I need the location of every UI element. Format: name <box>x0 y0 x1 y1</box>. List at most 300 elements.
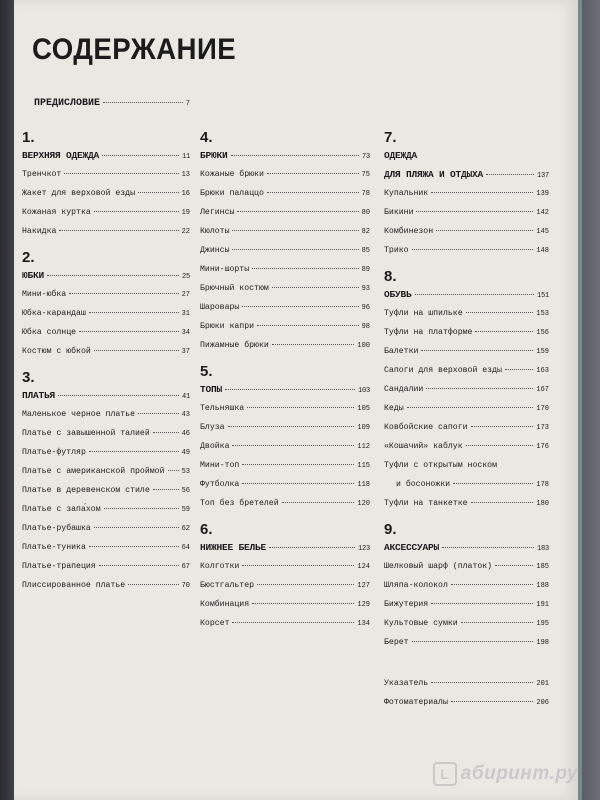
toc-entry[interactable] <box>22 165 190 184</box>
section-heading[interactable] <box>384 285 549 304</box>
entry-page: 176 <box>536 443 549 451</box>
entry-title: Мини-юбка <box>22 290 67 299</box>
entry-title: Брюки капри <box>200 322 255 331</box>
entry-title: ЮБКИ <box>22 270 45 281</box>
entry-title: Костюм с юбкой <box>22 347 91 356</box>
toc-entry[interactable] <box>384 418 549 437</box>
entry-title: Колготки <box>200 562 240 571</box>
leader-dots <box>416 211 533 212</box>
entry-title: Ковбойские сапоги <box>384 423 468 432</box>
toc-entry[interactable] <box>200 418 370 437</box>
leader-dots <box>486 174 534 175</box>
leader-dots <box>453 483 533 484</box>
leader-dots <box>282 502 355 503</box>
leader-dots <box>431 192 533 193</box>
leader-dots <box>412 249 534 250</box>
entry-title: Фотоматериалы <box>384 698 448 707</box>
entry-page: 127 <box>357 582 370 590</box>
entry-page: 129 <box>357 601 370 609</box>
toc-entry[interactable] <box>384 399 549 418</box>
section-number: 4. <box>200 129 213 146</box>
leader-dots <box>64 173 178 174</box>
entry-title: Корсет <box>200 619 230 628</box>
entry-page: 59 <box>181 506 190 514</box>
toc-entry[interactable] <box>384 222 549 241</box>
leader-dots <box>228 426 355 427</box>
toc-entry[interactable] <box>200 336 370 355</box>
entry-title: Тренчкот <box>22 170 62 179</box>
entry-page: 80 <box>361 209 370 217</box>
entry-title: Платье-футляр <box>22 448 86 457</box>
entry-page: 11 <box>181 153 190 161</box>
entry-page: 105 <box>357 405 370 413</box>
entry-page: 25 <box>181 273 190 281</box>
leader-dots <box>412 641 534 642</box>
toc-entry[interactable] <box>384 614 549 633</box>
section-number: 8. <box>384 268 397 285</box>
leader-dots <box>69 293 178 294</box>
entry-page: 13 <box>181 171 190 179</box>
entry-page: 170 <box>536 405 549 413</box>
entry-title: Берет <box>384 638 409 647</box>
leader-dots <box>232 230 358 231</box>
toc-entry[interactable] <box>22 203 190 222</box>
leader-dots <box>471 502 534 503</box>
entry-title: Платье-рубашка <box>22 524 91 533</box>
leader-dots <box>466 312 534 313</box>
entry-page: 139 <box>536 190 549 198</box>
toc-entry[interactable] <box>22 184 190 203</box>
toc-entry[interactable] <box>22 500 190 519</box>
entry-page: 93 <box>361 285 370 293</box>
toc-entry[interactable] <box>22 538 190 557</box>
entry-title: Блуза <box>200 423 225 432</box>
section-heading[interactable] <box>200 380 370 399</box>
entry-page: 70 <box>181 582 190 590</box>
toc-section <box>384 129 549 260</box>
entry-title: Туфли на платформе <box>384 328 473 337</box>
section-number: 9. <box>384 521 397 538</box>
leader-dots <box>47 275 179 276</box>
leader-dots <box>471 426 534 427</box>
entry-title: Купальник <box>384 189 429 198</box>
section-number: 6. <box>200 521 213 538</box>
entry-page: 67 <box>181 563 190 571</box>
leader-dots <box>442 547 534 548</box>
entry-title: Юбка солнце <box>22 328 77 337</box>
entry-title: Платье с завышенной талией <box>22 429 150 438</box>
toc-entry[interactable] <box>200 576 370 595</box>
watermark-text: абиринт.ру <box>460 763 578 784</box>
section-heading[interactable] <box>384 538 549 557</box>
toc-entry[interactable] <box>200 475 370 494</box>
entry-title: ОБУВЬ <box>384 289 412 300</box>
entry-page: 134 <box>357 620 370 628</box>
toc-section <box>384 268 549 513</box>
entry-page: 37 <box>181 348 190 356</box>
toc-entry[interactable] <box>22 323 190 342</box>
entry-title: ПЛАТЬЯ <box>22 390 56 401</box>
entry-page: 156 <box>536 329 549 337</box>
entry-page: 22 <box>181 228 190 236</box>
entry-page: 49 <box>181 449 190 457</box>
toc-column-3 <box>384 127 549 712</box>
entry-title: Мини-шорты <box>200 265 250 274</box>
page-title: СОДЕРЖАНИЕ <box>32 33 237 66</box>
toc-entry[interactable] <box>200 165 370 184</box>
leader-dots <box>267 192 359 193</box>
entry-title: Шляпа-колокол <box>384 581 448 590</box>
toc-entry[interactable] <box>384 342 549 361</box>
entry-page: 56 <box>181 487 190 495</box>
entry-page: 151 <box>536 292 549 300</box>
entry-title: ТОПЫ <box>200 384 223 395</box>
leader-dots <box>257 584 354 585</box>
leader-dots <box>89 546 179 547</box>
leader-dots <box>58 395 179 396</box>
entry-title: Плиссированное платье <box>22 581 126 590</box>
leader-dots <box>242 483 354 484</box>
entry-title: Указатель <box>384 679 429 688</box>
entry-page: 142 <box>536 209 549 217</box>
entry-title: Платье в деревенском стиле <box>22 486 150 495</box>
toc-entry[interactable] <box>200 399 370 418</box>
toc-entry[interactable] <box>384 361 549 380</box>
toc-entry[interactable] <box>200 222 370 241</box>
entry-page: 89 <box>361 266 370 274</box>
entry-title: Брючный костюм <box>200 284 269 293</box>
entry-page: 188 <box>536 582 549 590</box>
entry-page: 198 <box>536 639 549 647</box>
preface-page: 7 <box>185 100 190 108</box>
entry-page: 148 <box>536 247 549 255</box>
toc-entry[interactable] <box>384 557 549 576</box>
entry-title: Кожаная куртка <box>22 208 91 217</box>
entry-title: Пижамные брюки <box>200 341 269 350</box>
leader-dots <box>475 331 533 332</box>
toc-section <box>22 129 190 241</box>
leader-dots <box>505 369 533 370</box>
toc-entry[interactable] <box>22 285 190 304</box>
leader-dots <box>269 547 355 548</box>
toc-entry[interactable] <box>200 241 370 260</box>
labirint-logo-icon: L <box>433 762 457 786</box>
toc-entry[interactable] <box>200 456 370 475</box>
entry-page: 191 <box>536 601 549 609</box>
leader-dots <box>103 102 183 103</box>
entry-title: Сандалии <box>384 385 424 394</box>
entry-title: Бикини <box>384 208 414 217</box>
entry-title: Туфли на шпильке <box>384 309 463 318</box>
entry-title: Трико <box>384 246 409 255</box>
leader-dots <box>252 268 358 269</box>
entry-title: Кюлоты <box>200 227 230 236</box>
entry-page: 153 <box>536 310 549 318</box>
entry-title: Жакет для верховой езды <box>22 189 136 198</box>
entry-title: БРЮКИ <box>200 150 228 161</box>
entry-title: Футболка <box>200 480 240 489</box>
toc-entry[interactable] <box>200 184 370 203</box>
toc-entry[interactable] <box>200 595 370 614</box>
toc-entry[interactable] <box>384 304 549 323</box>
entry-title: Легинсы <box>200 208 235 217</box>
entry-page: 180 <box>536 500 549 508</box>
entry-page: 16 <box>181 190 190 198</box>
entry-title: Платье с американской проймой <box>22 467 165 476</box>
preface-label: ПРЕДИСЛОВИЕ <box>34 98 101 109</box>
leader-dots <box>237 211 358 212</box>
toc-entry[interactable] <box>384 475 549 494</box>
entry-title: Джинсы <box>200 246 230 255</box>
leader-dots <box>59 230 178 231</box>
section-heading[interactable] <box>200 538 370 557</box>
section-heading[interactable] <box>22 386 190 405</box>
leader-dots <box>89 312 179 313</box>
entry-page: 100 <box>357 342 370 350</box>
entry-title: Платье-трапеция <box>22 562 96 571</box>
leader-dots <box>79 331 179 332</box>
leader-dots <box>257 325 359 326</box>
entry-title: ВЕРХНЯЯ ОДЕЖДА <box>22 150 100 161</box>
toc-entry[interactable] <box>384 323 549 342</box>
entry-title: Тельняшка <box>200 404 245 413</box>
leader-dots <box>415 294 534 295</box>
leader-dots <box>232 445 354 446</box>
entry-title: Мини-топ <box>200 461 240 470</box>
entry-page: 78 <box>361 190 370 198</box>
entry-page: 75 <box>361 171 370 179</box>
leader-dots <box>451 584 534 585</box>
entry-title: ДЛЯ ПЛЯЖА И ОТДЫХА <box>384 169 484 180</box>
leader-dots <box>153 489 179 490</box>
entry-title: Культовые сумки <box>384 619 458 628</box>
leader-dots <box>466 445 534 446</box>
entry-title: Брюки палаццо <box>200 189 264 198</box>
entry-title: Маленькое черное платье <box>22 410 136 419</box>
entry-title: Балетки <box>384 347 419 356</box>
entry-page: 115 <box>357 462 370 470</box>
section-heading[interactable] <box>22 266 190 285</box>
toc-entry[interactable] <box>22 557 190 576</box>
entry-page: 137 <box>536 172 549 180</box>
toc-entry[interactable] <box>22 576 190 595</box>
section-heading[interactable] <box>200 146 370 165</box>
toc-section <box>200 363 370 513</box>
toc-entry[interactable] <box>200 437 370 456</box>
leader-dots <box>421 350 533 351</box>
leader-dots <box>99 565 179 566</box>
leader-dots <box>138 413 179 414</box>
entry-page: 124 <box>357 563 370 571</box>
leader-dots <box>267 173 359 174</box>
leader-dots <box>231 155 359 156</box>
toc-entry[interactable] <box>22 443 190 462</box>
toc-entry[interactable] <box>200 279 370 298</box>
leader-dots <box>104 508 179 509</box>
leader-dots <box>94 527 179 528</box>
leader-dots <box>451 701 534 702</box>
toc-section <box>384 674 549 712</box>
leader-dots <box>225 389 355 390</box>
entry-page: 64 <box>181 544 190 552</box>
leader-dots <box>461 622 534 623</box>
entry-title: Шаровары <box>200 303 240 312</box>
entry-title: Платье-туника <box>22 543 86 552</box>
entry-page: 178 <box>536 481 549 489</box>
toc-entry[interactable] <box>22 342 190 361</box>
toc-entry[interactable] <box>384 380 549 399</box>
leader-dots <box>232 622 354 623</box>
entry-page: 41 <box>181 393 190 401</box>
entry-page: 82 <box>361 228 370 236</box>
toc-entry[interactable] <box>384 693 549 712</box>
entry-page: 112 <box>357 443 370 451</box>
entry-page: 62 <box>181 525 190 533</box>
toc-entry[interactable] <box>22 424 190 443</box>
leader-dots <box>153 432 179 433</box>
entry-page: 98 <box>361 323 370 331</box>
toc-section <box>200 129 370 355</box>
toc-entry[interactable] <box>384 595 549 614</box>
toc-entry[interactable] <box>384 633 549 652</box>
leader-dots <box>89 451 179 452</box>
toc-entry[interactable] <box>22 222 190 241</box>
toc-entry[interactable] <box>384 241 549 260</box>
leader-dots <box>252 603 354 604</box>
leader-dots <box>431 682 533 683</box>
leader-dots <box>232 249 358 250</box>
section-heading[interactable] <box>22 146 190 165</box>
leader-dots <box>272 287 359 288</box>
entry-page: 43 <box>181 411 190 419</box>
entry-title: Туфли на танкетке <box>384 499 468 508</box>
toc-section <box>22 369 190 595</box>
leader-dots <box>242 565 354 566</box>
toc-entry[interactable] <box>200 494 370 513</box>
entry-title: Кеды <box>384 404 404 413</box>
section-number: 5. <box>200 363 213 380</box>
toc-entry[interactable] <box>384 576 549 595</box>
section-number: 3. <box>22 369 35 386</box>
toc-entry[interactable] <box>200 203 370 222</box>
toc-entry[interactable] <box>384 494 549 513</box>
entry-title: НИЖНЕЕ БЕЛЬЕ <box>200 542 267 553</box>
entry-page: 19 <box>181 209 190 217</box>
toc-entry[interactable] <box>200 260 370 279</box>
leader-dots <box>94 211 179 212</box>
section-heading[interactable] <box>384 165 549 184</box>
entry-title: АКСЕССУАРЫ <box>384 542 440 553</box>
entry-title: Сапоги для верховой езды <box>384 366 502 375</box>
toc-entry[interactable] <box>22 519 190 538</box>
entry-page: 183 <box>536 545 549 553</box>
entry-page: 159 <box>536 348 549 356</box>
toc-section <box>384 521 549 652</box>
entry-title: Шелковый шарф (платок) <box>384 562 493 571</box>
section-heading[interactable] <box>384 146 549 165</box>
entry-title: Топ без бретелей <box>200 499 279 508</box>
entry-page: 145 <box>536 228 549 236</box>
entry-title: ОДЕЖДА <box>384 150 418 161</box>
toc-entry[interactable] <box>384 203 549 222</box>
toc-section <box>22 249 190 361</box>
leader-dots <box>94 350 179 351</box>
entry-page: 120 <box>357 500 370 508</box>
toc-entry[interactable] <box>22 481 190 500</box>
leader-dots <box>102 155 179 156</box>
toc-entry[interactable] <box>22 304 190 323</box>
entry-title: Бюстгальтер <box>200 581 255 590</box>
entry-page: 195 <box>536 620 549 628</box>
toc-entry[interactable] <box>200 614 370 633</box>
toc-column-1 <box>22 127 190 595</box>
preface-entry[interactable] <box>34 98 190 109</box>
entry-page: 118 <box>357 481 370 489</box>
leader-dots <box>242 464 354 465</box>
leader-dots <box>407 407 534 408</box>
section-number: 7. <box>384 129 397 146</box>
toc-section <box>200 521 370 633</box>
entry-title: «Кошачий» каблук <box>384 442 463 451</box>
entry-title: Накидка <box>22 227 57 236</box>
entry-page: 103 <box>357 387 370 395</box>
entry-page: 27 <box>181 291 190 299</box>
toc-entry[interactable] <box>384 184 549 203</box>
leader-dots <box>495 565 533 566</box>
entry-page: 201 <box>536 680 549 688</box>
leader-dots <box>128 584 178 585</box>
entry-title: Комбинезон <box>384 227 434 236</box>
entry-title: Бижутерия <box>384 600 429 609</box>
entry-page: 31 <box>181 310 190 318</box>
entry-page: 46 <box>181 430 190 438</box>
entry-page: 109 <box>357 424 370 432</box>
entry-page: 163 <box>536 367 549 375</box>
entry-title: Туфли с открытым носком <box>384 461 498 470</box>
labirint-watermark <box>433 762 578 786</box>
entry-title: Комбинация <box>200 600 250 609</box>
book-cover-edge <box>582 0 600 800</box>
entry-page: 73 <box>361 153 370 161</box>
section-number: 2. <box>22 249 35 266</box>
toc-entry[interactable] <box>200 317 370 336</box>
toc-entry[interactable] <box>22 462 190 481</box>
leader-dots <box>242 306 358 307</box>
entry-page: 123 <box>357 545 370 553</box>
entry-page: 173 <box>536 424 549 432</box>
toc-entry[interactable] <box>22 405 190 424</box>
entry-page: 96 <box>361 304 370 312</box>
entry-page: 53 <box>181 468 190 476</box>
toc-entry[interactable] <box>384 674 549 693</box>
toc-entry[interactable] <box>200 557 370 576</box>
entry-page: 85 <box>361 247 370 255</box>
leader-dots <box>436 230 533 231</box>
toc-entry[interactable] <box>384 456 549 475</box>
leader-dots <box>168 470 179 471</box>
toc-entry[interactable] <box>200 298 370 317</box>
toc-entry[interactable] <box>384 437 549 456</box>
entry-page: 206 <box>536 699 549 707</box>
leader-dots <box>426 388 533 389</box>
leader-dots <box>247 407 354 408</box>
entry-title: Платье с запа́хом <box>22 505 101 514</box>
entry-title: Двойка <box>200 442 230 451</box>
leader-dots <box>138 192 179 193</box>
entry-page: 167 <box>536 386 549 394</box>
entry-page: 34 <box>181 329 190 337</box>
entry-title: Юбка-карандаш <box>22 309 86 318</box>
